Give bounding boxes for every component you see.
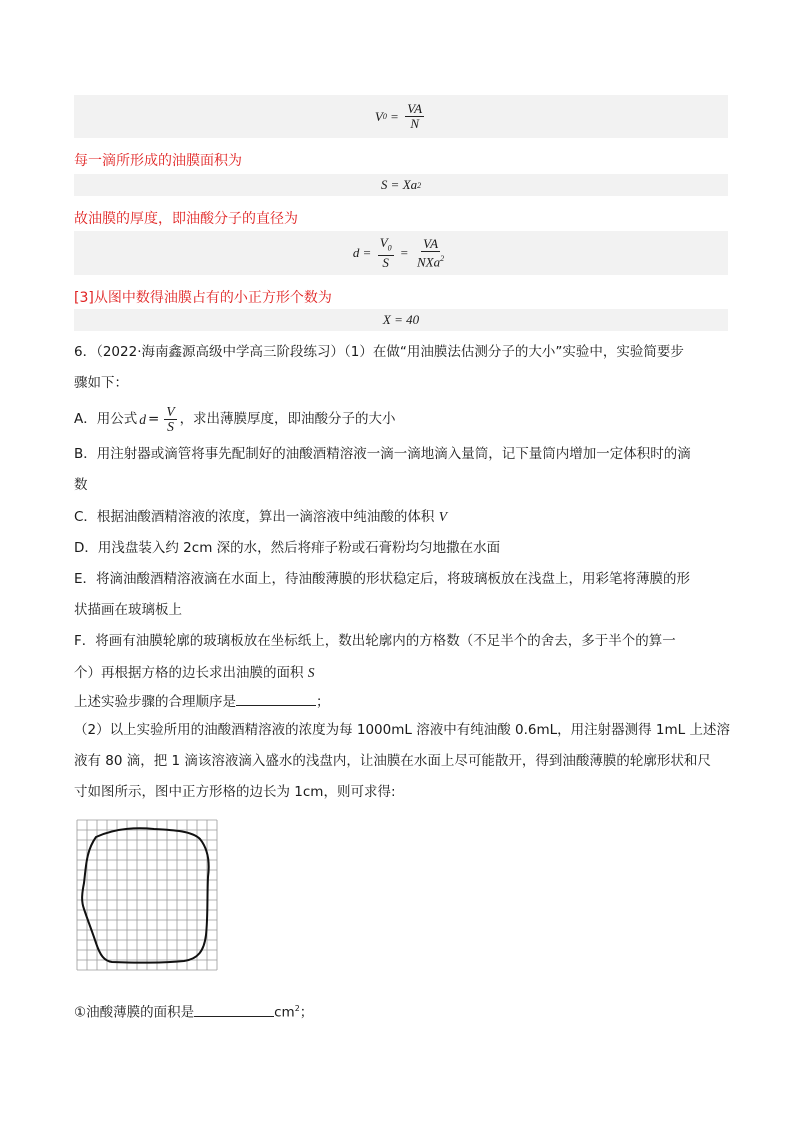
formula-d-fraction-1	[378, 236, 394, 271]
step-b-line-1: B．用注射器或滴管将事先配制好的油酸酒精溶液一滴一滴地滴入量筒，记下量筒内增加一定体积时的滴	[74, 446, 691, 462]
oil-film-outline	[82, 828, 209, 962]
step-c	[74, 501, 734, 533]
q6-intro-line-2: 骤如下：	[74, 375, 128, 391]
fraction-numerator-sub: 0	[387, 243, 392, 253]
step-c-text: C．根据油酸酒精溶液的浓度，算出一滴溶液中纯油酸的体积	[74, 509, 435, 525]
fraction-denominator: S	[167, 418, 174, 434]
question-6	[74, 337, 734, 808]
formula-x	[74, 309, 728, 331]
formula-s-sup: 2	[417, 180, 422, 190]
step-e-line-1: E．将滴油酸酒精溶液滴在水面上，待油酸薄膜的形状稳定后，将玻璃板放在浅盘上，用彩笔将薄膜的形	[74, 571, 691, 587]
red-line-area: 每一滴所形成的油膜面积为	[74, 153, 242, 169]
formula-s-lhs: S	[380, 177, 388, 192]
part-2-line-1: （2）以上实验所用的油酸酒精溶液的浓度为每 1000mL 溶液中有纯油酸 0.6mL，用注射器测得 1mL 上述溶	[74, 722, 730, 738]
red-line-thickness: 故油膜的厚度，即油酸分子的直径为	[74, 211, 298, 227]
part-2-line-3: 寸如图所示，图中正方形格的边长为 1cm，则可求得:	[74, 784, 396, 800]
step-b-line-2: 数	[74, 477, 88, 493]
step-e-line-2: 状描画在玻璃板上	[74, 602, 182, 618]
order-question	[74, 689, 734, 715]
formula-d-lhs: d	[352, 245, 360, 260]
formula-s: S = Xa 2	[74, 174, 728, 196]
formula-d-fraction-2	[415, 237, 446, 269]
area-blank	[194, 1002, 274, 1017]
red-line-count: [3]从图中数得油膜占有的小正方形个数为	[74, 290, 332, 306]
formula-d: d = $\frac{V_0}{S}$ = $\frac{VA}{NXa^2}$	[74, 231, 728, 275]
fraction-denominator: NXa	[417, 254, 441, 270]
fraction-denominator: S	[382, 255, 389, 271]
step-f-line-2	[74, 657, 734, 689]
fraction-numerator: VA	[423, 235, 439, 251]
order-blank	[236, 691, 316, 706]
formula-v0-sub: 0	[382, 112, 387, 121]
formula-v0-lhs: V	[374, 108, 383, 124]
fraction-numerator: V	[166, 403, 175, 419]
q6-intro-line-1: 6．（2022·海南鑫源高级中学高三阶段练习）（1）在做“用油膜法估测分子的大小”实验中，实验简要步	[74, 344, 684, 360]
oil-film-grid-figure	[74, 817, 220, 973]
step-f-text: 个）再根据方格的边长求出油膜的面积	[74, 665, 304, 681]
step-f-line-1: F．将画有油膜轮廓的玻璃板放在坐标纸上，数出轮廓内的方格数（不足半个的舍去，多于半个的算一	[74, 633, 676, 649]
step-a-d: d	[139, 411, 146, 427]
fraction-numerator: V	[379, 234, 388, 250]
fraction-numerator: VA	[407, 101, 423, 116]
step-a-fraction	[164, 405, 176, 434]
step-f-var: S	[307, 665, 315, 680]
area-unit-sup: 2	[294, 1004, 300, 1013]
order-end: ；	[316, 694, 330, 710]
step-a-prefix: A．用公式	[74, 410, 138, 427]
step-a-suffix: ，求出薄膜厚度，即油酸分子的大小	[179, 410, 396, 427]
area-question-text: ①油酸薄膜的面积是	[74, 1004, 195, 1021]
step-c-var: V	[438, 509, 447, 524]
part-2-line-2: 液有 80 滴，把 1 滴该溶液滴入盛水的浅盘内，让油膜在水面上尽可能散开，得到油酸薄膜的轮廓形状和尺	[74, 753, 711, 769]
formula-x-text: X = 40	[382, 312, 420, 327]
formula-v0-fraction	[405, 102, 424, 131]
area-end: ；	[299, 1004, 314, 1021]
order-text: 上述实验步骤的合理顺序是	[74, 694, 236, 710]
formula-v0: V 0 = $\frac{VA}{N}$	[74, 95, 728, 138]
area-question	[74, 993, 734, 1029]
step-d: D．用浅盘装入约 2cm 深的水，然后将痱子粉或石膏粉均匀地撒在水面	[74, 540, 501, 556]
fraction-denominator-sup: 2	[440, 253, 445, 263]
area-unit: cm	[274, 1004, 295, 1021]
step-a: A．用公式 d = $\frac{V}{S}$ ，求出薄膜厚度，即油酸分子的大小	[74, 403, 396, 434]
formula-s-rhs: Xa	[402, 177, 418, 192]
fraction-denominator: N	[410, 116, 419, 131]
